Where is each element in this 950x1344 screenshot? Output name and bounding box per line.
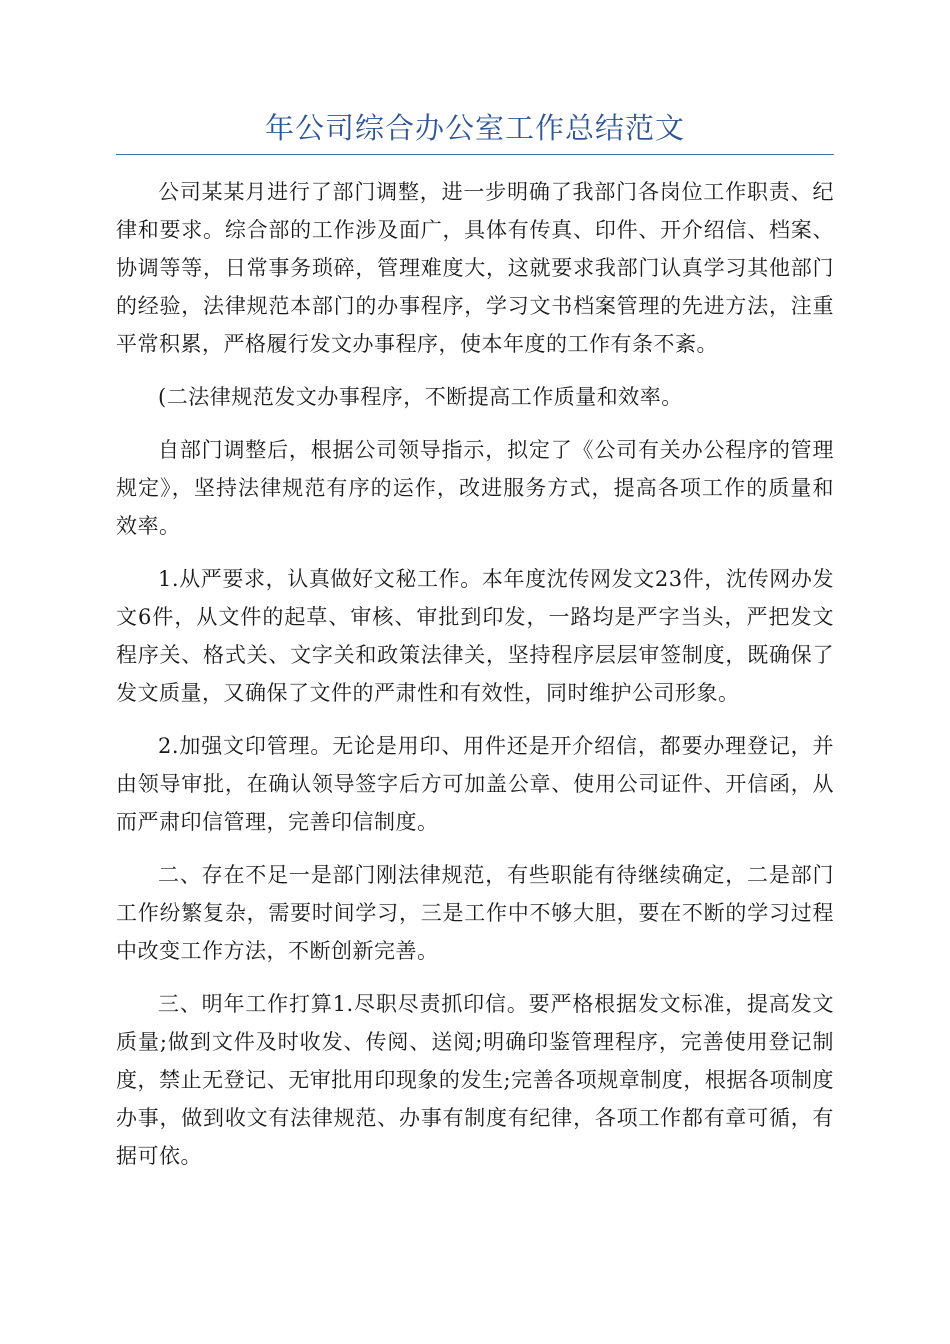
paragraph-regulation: 自部门调整后，根据公司领导指示，拟定了《公司有关办公程序的管理规定》，坚持法律规范有序的运作，改进服务方式，提高各项工作的质量和效率。	[116, 438, 834, 538]
title-underline	[116, 154, 834, 155]
paragraph-intro: 公司某某月进行了部门调整，进一步明确了我部门各岗位工作职责、纪律和要求。综合部的工作涉及面广，具体有传真、印件、开介绍信、档案、协调等等，日常事务琐碎，管理难度大，这就要求我部门认真学习其他部门的经验，法律规范本部门的办事程序，学习文书档案管理的先进方法，注重平常积累，严格履行发文办事程序，使本年度的工作有条不紊。	[116, 180, 834, 356]
paragraph-item-2: 2.加强文印管理。无论是用印、用件还是开介绍信，都要办理登记，并由领导审批，在确认领导签字后方可加盖公章、使用公司证件、开信函，从而严肃印信管理，完善印信制度。	[116, 734, 834, 834]
paragraph-item-1: 1.从严要求，认真做好文秘工作。本年度沈传网发文23件，沈传网办发文6件，从文件的起草、审核、审批到印发，一路均是严字当头，严把发文程序关、格式关、文字关和政策法律关，坚持程序层层审签制度，既确保了发文质量，又确保了文件的严肃性和有效性，同时维护公司形象。	[116, 567, 834, 705]
paragraph-next-year-plan: 三、明年工作打算1.尽职尽责抓印信。要严格根据发文标准，提高发文质量;做到文件及时收发、传阅、送阅;明确印鉴管理程序，完善使用登记制度，禁止无登记、无审批用印现象的发生;完善各项规章制度，根据各项制度办事，做到收文有法律规范、办事有制度有纪律，各项工作都有章可循，有据可依。	[116, 992, 834, 1168]
paragraph-shortcomings: 二、存在不足一是部门刚法律规范，有些职能有待继续确定，二是部门工作纷繁复杂，需要时间学习，三是工作中不够大胆，要在不断的学习过程中改变工作方法，不断创新完善。	[116, 863, 834, 963]
paragraph-section-heading: (二法律规范发文办事程序，不断提高工作质量和效率。	[158, 385, 683, 409]
document-title: 年公司综合办公室工作总结范文	[264, 111, 685, 145]
document-body	[116, 173, 834, 1190]
